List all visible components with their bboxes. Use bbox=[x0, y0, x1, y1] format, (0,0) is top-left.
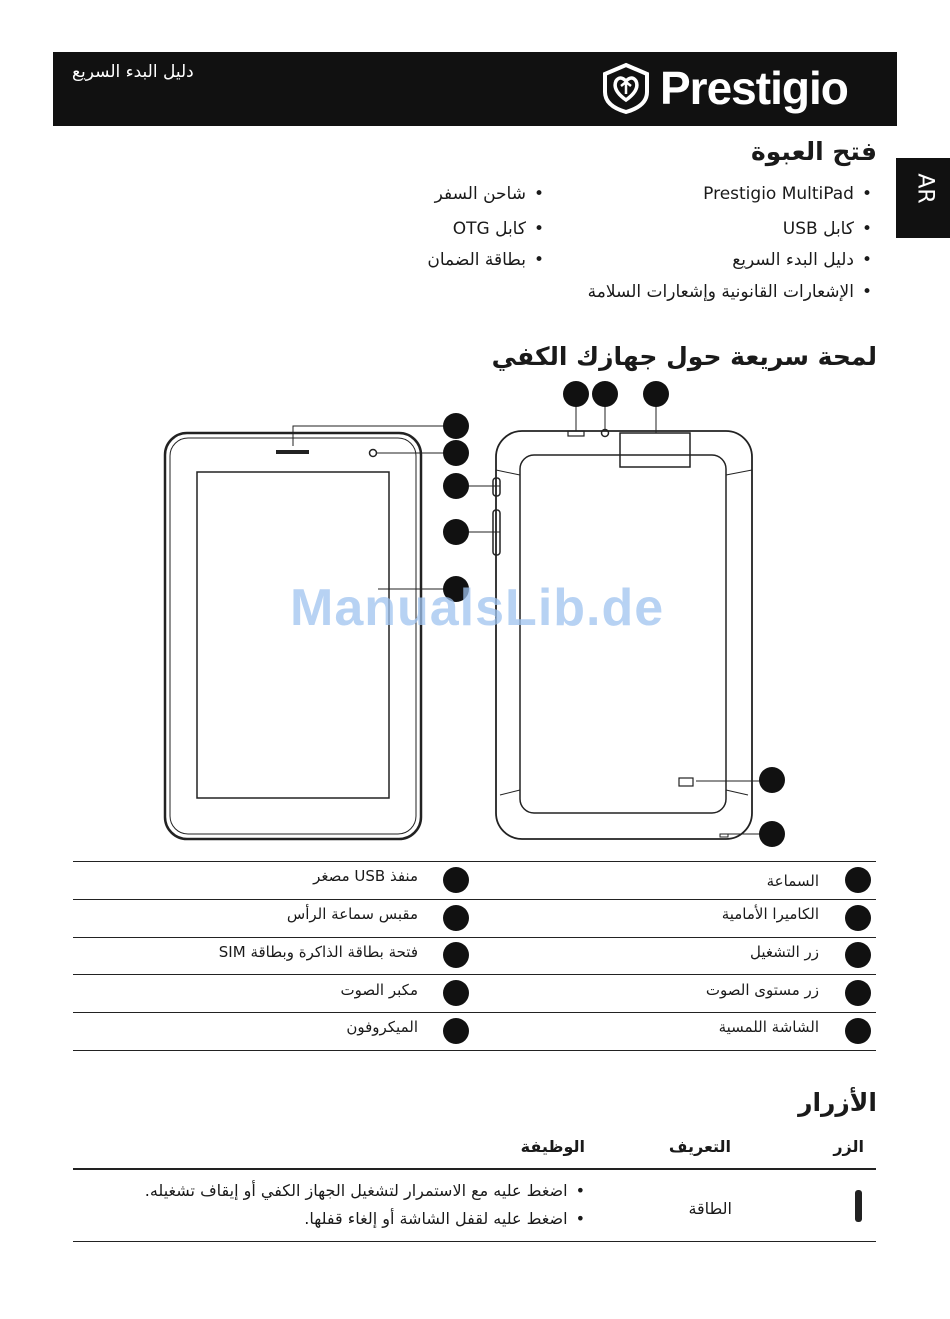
callout-marker bbox=[845, 980, 871, 1006]
unpacking-title: فتح العبوة bbox=[750, 137, 877, 166]
unpack-item: • شاحن السفر bbox=[435, 184, 544, 204]
table-rule bbox=[73, 937, 876, 938]
unpack-item: • كابل OTG bbox=[453, 219, 544, 239]
part-label: زر مستوى الصوت bbox=[705, 981, 819, 999]
unpack-item: • كابل USB bbox=[783, 219, 872, 239]
header-title: دليل البدء السريع bbox=[72, 62, 194, 82]
callout-marker bbox=[443, 473, 469, 499]
callout-marker bbox=[443, 519, 469, 545]
callout-marker bbox=[592, 381, 618, 407]
part-label: فتحة بطاقة الذاكرة وبطاقة SIM bbox=[218, 943, 418, 961]
col-header-definition: التعريف bbox=[668, 1137, 731, 1156]
prestigio-logo-icon bbox=[600, 62, 652, 114]
callout-marker bbox=[443, 905, 469, 931]
part-label: الكاميرا الأمامية bbox=[721, 905, 819, 923]
part-label: مكبر الصوت bbox=[340, 981, 418, 999]
callout-marker bbox=[845, 1018, 871, 1044]
callout-marker bbox=[759, 821, 785, 847]
buttons-title: الأزرار bbox=[798, 1088, 877, 1117]
unpack-item: • بطاقة الضمان bbox=[427, 250, 544, 270]
part-label: الميكروفون bbox=[346, 1018, 418, 1036]
callout-marker bbox=[563, 381, 589, 407]
function-item: • اضغط عليه لقفل الشاشة أو إلغاء قفلها. bbox=[304, 1209, 585, 1228]
unpack-item: • Prestigio MultiPad bbox=[703, 184, 872, 204]
watermark: ManualsLib.de bbox=[290, 579, 665, 637]
callout-marker bbox=[845, 942, 871, 968]
callout-marker bbox=[443, 413, 469, 439]
callout-marker bbox=[643, 381, 669, 407]
language-tab: AR bbox=[896, 158, 950, 238]
overview-title: لمحة سريعة حول جهازك الكفي bbox=[491, 342, 877, 371]
table-rule bbox=[73, 861, 876, 862]
table-rule bbox=[73, 1241, 876, 1242]
table-rule bbox=[73, 899, 876, 900]
callout-marker bbox=[845, 905, 871, 931]
callout-marker bbox=[443, 1018, 469, 1044]
callout-marker bbox=[443, 942, 469, 968]
table-header-rule bbox=[73, 1168, 876, 1170]
unpack-item: • الإشعارات القانونية وإشعارات السلامة bbox=[588, 282, 872, 302]
table-rule bbox=[73, 1012, 876, 1013]
col-header-function: الوظيفة bbox=[520, 1137, 585, 1156]
table-rule bbox=[73, 1050, 876, 1051]
callout-marker bbox=[443, 867, 469, 893]
part-label: منفذ USB مصغر bbox=[313, 867, 418, 885]
part-label: مقبس سماعة الرأس bbox=[286, 905, 418, 923]
brand-logo-text: Prestigio bbox=[660, 62, 848, 114]
part-label: السماعة bbox=[766, 872, 819, 890]
table-rule bbox=[73, 974, 876, 975]
unpack-item: • دليل البدء السريع bbox=[732, 250, 872, 270]
button-definition: الطاقة bbox=[688, 1199, 732, 1218]
callout-marker bbox=[443, 980, 469, 1006]
col-header-button: الزر bbox=[833, 1137, 864, 1156]
callout-marker bbox=[759, 767, 785, 793]
callout-marker bbox=[845, 867, 871, 893]
function-item: • اضغط عليه مع الاستمرار لتشغيل الجهاز الكفي أو إيقاف تشغيله. bbox=[145, 1181, 585, 1200]
part-label: الشاشة اللمسية bbox=[718, 1018, 819, 1036]
part-label: زر التشغيل bbox=[749, 943, 819, 961]
callout-marker bbox=[443, 440, 469, 466]
power-button-icon bbox=[855, 1190, 862, 1222]
